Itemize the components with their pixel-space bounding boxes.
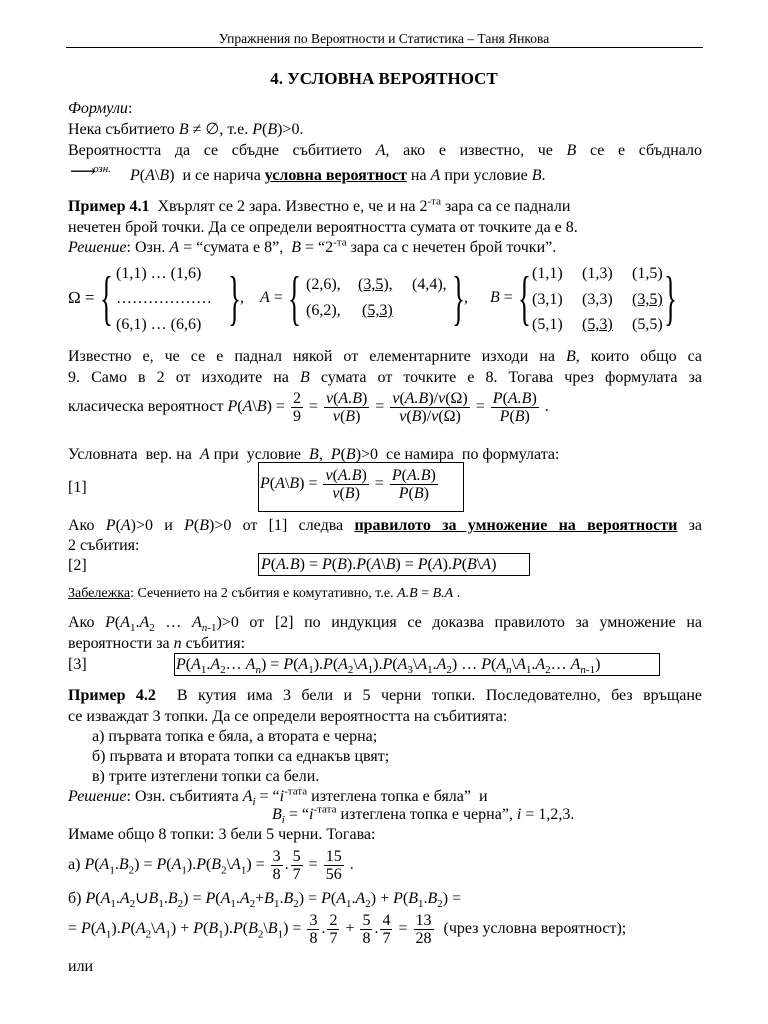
b-r1c2: (1,3) [582,265,613,282]
b-right-brace: } [664,265,677,331]
induction-line1: Ако $P(A_1.A_2$ … $A_{n-1})>0$ от [2] по индукция се доказва правилото за умножение на [68,614,703,635]
arrow-icon: ⟶ [70,161,96,181]
example2-item-a: а) първата топка е бяла, а втората е черна; [92,728,378,745]
example2-or: или [68,958,94,975]
example2-line1: Пример 4.2 В кутия има 3 бели и 5 черни топки. Последователно, без връщане [68,687,702,704]
a-label: A = [260,289,283,306]
section-title: 4. УСЛОВНА ВЕРОЯТНОСТ [270,69,498,88]
example1-solution: Решение: Озн. A = “сумата е 8”, $B = “2^{-та}$ зара са с нечетен брой точки”. [68,236,557,256]
example2-item-c: в) трите изтеглени топки са бели. [92,768,320,785]
formula-3: $P(A_1.A_2\dots$ $A_n$) = $P(A_1).P(A_2\backslash A_1).P(A_3\backslash A_1.A_2)$ … $P(A_n\backslash A_1.A_2\dots$ $A_{n-1}$) [176,656,601,677]
b-label: B = [490,289,513,306]
example2-line2: се изваждат 3 топки. Да се определи вероятността на събитията: [68,708,508,725]
example2-solution-2: $B_i$ = “$i^{-тата}$ изтеглена топка е черна”, i = 1,2,3. [272,803,575,827]
omega-row2: ……………… [116,290,212,307]
b-r2c2: (3,3) [582,291,613,308]
mult-rule-line1: Ако P(A)>0 и P(B)>0 от [1] следва правилото за умножение на вероятности за [68,517,703,534]
example1-line1: Пример 4.1 Хвърлят се 2 зара. Известно е, че и на $2^{-та}$ зара са се паднали [68,195,571,215]
omega-label: Ω = [68,288,95,307]
a-row1-2: (4,4), [412,276,447,293]
b-left-brace: { [518,265,531,331]
induction-line2: вероятности за n събития: [68,635,246,652]
example2-total: Имаме общо 8 топки: 3 бели 5 черни. Тогава: [68,826,376,843]
omega-left-brace: { [100,265,113,331]
omega-row3: (6,1) … (6,6) [116,316,202,333]
b-r2c1: (3,1) [532,291,563,308]
sep-comma-2: , [464,289,468,306]
header-rule [66,47,703,48]
example2-b-expr: б) $P(A_1.A_2\cup B_1.B_2) = P(A_1.A_2+B_1.B_2) = P(A_1.A_2) + P(B_1.B_2)$ = [68,890,462,911]
a-row1-0: (2,6), [306,276,341,293]
b-r3c2: (5,3) [582,316,613,333]
b-r3c3: (5,5) [632,316,663,333]
example1-para2: 9. Само в 2 от изходите на B сумата от точките е 8. Тогава чрез формулата за [68,369,703,386]
example1-line2: нечетен брой точки. Да се определи вероятността сумата от точките да е 8. [68,219,578,236]
mult-rule-line2: 2 събития: [68,537,140,554]
running-header: Упражнения по Вероятности и Статистика – Таня Янкова [218,31,550,46]
a-right-brace: } [452,265,465,331]
b-r2c3: (3,5) [632,291,663,308]
formula-1: P(A\B) = $\frac{\nu(A.B)}{\nu(B)}$ = $\frac{P(A.B)}{P(B)}$ [260,467,436,502]
example2-solution-1: Решение: Озн. събитията $A_i$ = “$i^{-тата}$ изтеглена топка е бяла” и [68,785,488,809]
arrow-label: озн. [93,163,111,175]
a-left-brace: { [288,265,301,331]
a-row1-1: (3,5), [358,276,393,293]
formulas-line3: P(A\B) и се нарича условна вероятност на A при условие B. [130,167,546,184]
b-r1c1: (1,1) [532,265,563,282]
b-r3c1: (5,1) [532,316,563,333]
formula-label-3: [3] [68,656,87,673]
conditional-text: Условната вер. на A при условие B, P(B)>0 се намира по формулата: [68,446,560,463]
a-row2-0: (6,2), [306,302,341,319]
formulas-line1: Нека събитието B ≠ ∅, т.е. P(B)>0. [68,121,304,138]
formulas-line2: Вероятността да се сбъдне събитието A, ако е известно, че B се е сбъднало [68,142,703,159]
formulas-label: Формули: [68,100,133,117]
formula-2: P(A.B) = P(B).P(A\B) = P(A).P(B\A) [261,556,497,573]
b-r1c3: (1,5) [632,265,663,282]
example2-b2-expr: = $P(A_1).P(A_2\backslash A_1)$ + $P(B_1).P(B_2\backslash B_1)$ = $\frac{3}{8}$ . $\frac{2}{7}$ + $\frac{5}{8}$ . $\frac{4}{7}$ = $\frac{13}{28}$ (чрез условна вероятност); [68,912,627,947]
omega-row1: (1,1) … (1,6) [116,265,202,282]
example1-para3: класическа вероятност P(A\B) = $\frac{2}{9}$ = $\frac{\nu(A.B)}{\nu(B)}$ = $\frac{\nu(A.B)/\nu(\Omega)}{\nu(B)/\nu(\Omega)}$ = $\frac{P(A.B)}{P(B)}$ . [68,390,549,425]
example2-item-b: б) първата и втората топки са еднакъв цвят; [92,748,390,765]
note: Забележка: Сечението на 2 събития е комутативно, т.е. A.B = B.A . [68,586,461,601]
a-row2-1: (5,3) [362,302,393,319]
omega-right-brace: } [228,265,241,331]
sep-comma: , [240,289,244,306]
example1-para1: Известно е, че се е паднал някой от елементарните изходи на B, които общо са [68,348,702,365]
formula-label-1: [1] [68,479,87,496]
example2-a-expr: а) $P(A_1.B_2)$ = $P(A_1).P(B_2\backslash A_1)$ = $\frac{3}{8}$ . $\frac{5}{7}$ = $\frac{15}{56}$ . [68,848,354,883]
formula-label-2: [2] [68,557,87,574]
